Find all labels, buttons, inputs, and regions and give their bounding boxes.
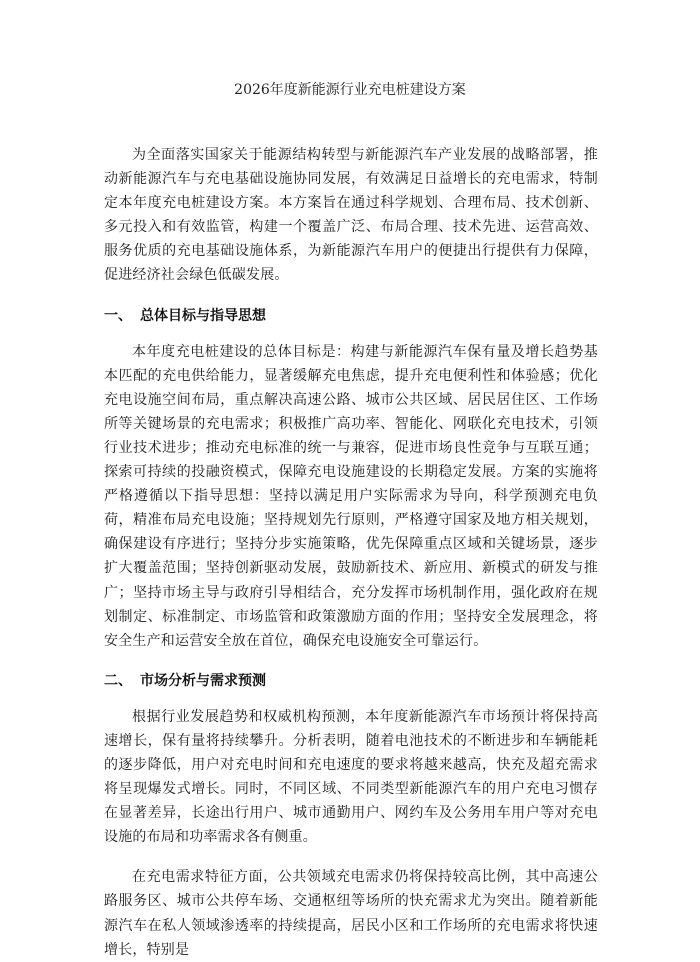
section-2-paragraph-1: 根据行业发展趋势和权威机构预测，本年度新能源汽车市场预计将保持高速增长，保有量将持续攀升。分析表明，随着电池技术的不断进步和车辆能耗的逐步降低，用户对充电时间和充电速度的要求将越来越高，快充及超充需求将呈现爆发式增长。同时，不同区域、不同类型新能源汽车的用户充电习惯存在显著差异，长途出行用户、城市通勤用户、网约车及公务用车用户等对充电设施的布局和功率需求各有侧重。 (104, 708, 598, 846)
section-title-2: 市场分析与需求预测 (140, 672, 266, 689)
section-number-1: 一、 (104, 307, 132, 324)
section-2-paragraph-2: 在充电需求特征方面，公共领域充电需求仍将保持较高比例，其中高速公路服务区、城市公共停车场、交通枢纽等场所的快充需求尤为突出。随着新能源汽车在私人领域渗透率的持续提高，居民小区和工作场所的充电需求将快速增长，特别是 (104, 869, 598, 958)
section-heading-2 (104, 671, 598, 691)
section-1-paragraph-1: 本年度充电桩建设的总体目标是：构建与新能源汽车保有量及增长趋势基本匹配的充电供给能力，显著缓解充电焦虑，提升充电便利性和体验感；优化充电设施空间布局，重点解决高速公路、城市公共区域、居民居住区、工作场所等关键场景的充电需求；积极推广高功率、智能化、网联化充电技术，引领行业技术进步；推动充电标准的统一与兼容，促进市场良性竞争与互联互通；探索可持续的投融资模式，保障充电设施建设的长期稳定发展。方案的实施将严格遵循以下指导思想：坚持以满足用户实际需求为导向，科学预测充电负荷，精准布局充电设施；坚持规划先行原则，严格遵守国家及地方相关规划，确保建设有序进行；坚持分步实施策略，优先保障重点区域和关键场景，逐步扩大覆盖范围；坚持创新驱动发展，鼓励新技术、新应用、新模式的研发与推广；坚持市场主导与政府引导相结合，充分发挥市场机制作用，强化政府在规划制定、标准制定、市场监管和政策激励方面的作用；坚持安全发展理念，将安全生产和运营安全放在首位，确保充电设施安全可靠运行。 (104, 343, 598, 649)
document-body (104, 143, 598, 962)
section-heading-1 (104, 306, 598, 326)
section-number-2: 二、 (104, 672, 132, 689)
document-title: 2026年度新能源行业充电桩建设方案 (234, 82, 466, 98)
section-title-1: 总体目标与指导思想 (140, 307, 266, 324)
intro-paragraph: 为全面落实国家关于能源结构转型与新能源汽车产业发展的战略部署，推动新能源汽车与充电基础设施协同发展，有效满足日益增长的充电需求，特制定本年度充电桩建设方案。本方案旨在通过科学规划、合理布局、技术创新、多元投入和有效监管，构建一个覆盖广泛、布局合理、技术先进、运营高效、服务优质的充电基础设施体系，为新能源汽车用户的便捷出行提供有力保障，促进经济社会绿色低碳发展。 (104, 147, 598, 284)
